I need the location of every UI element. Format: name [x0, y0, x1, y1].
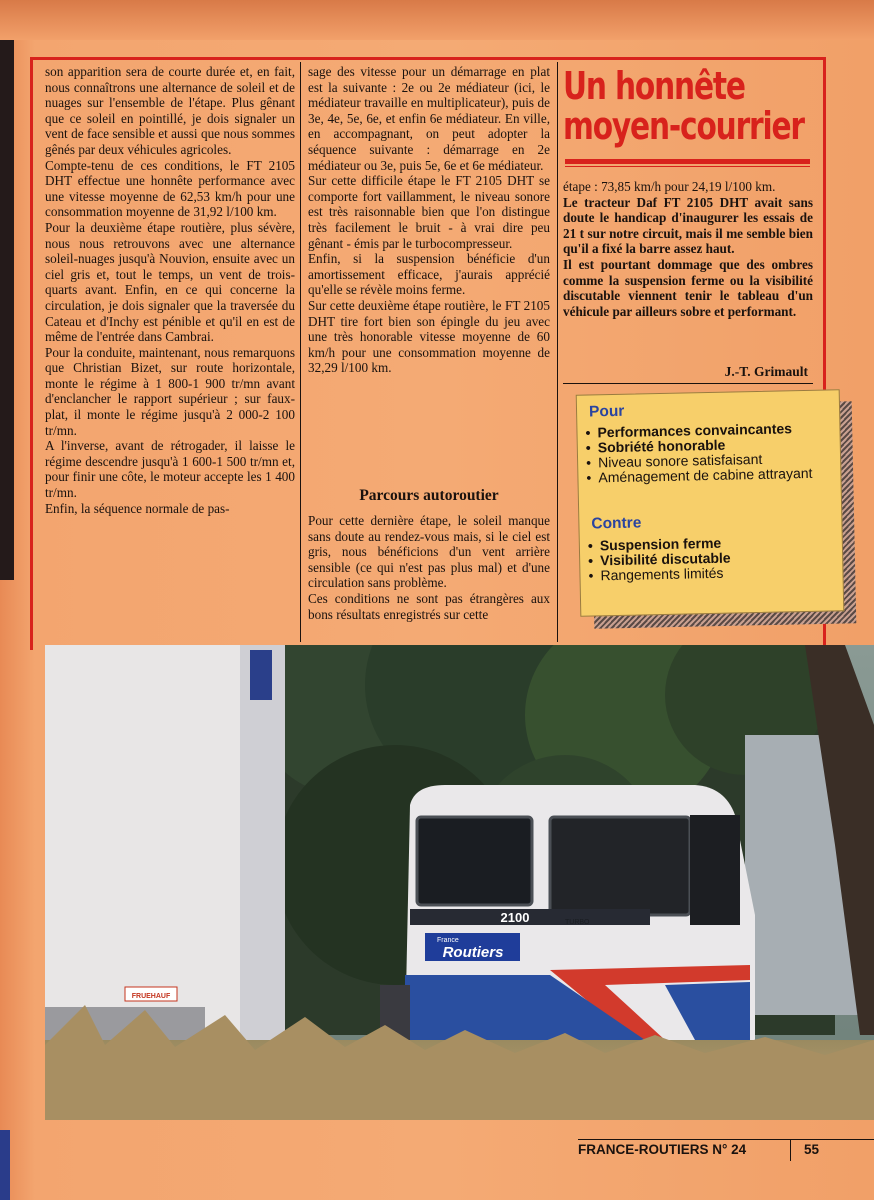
paragraph: Pour la deuxième étape routière, plus sévère, nous nous retrouvons avec une alternance soleil-nuages jusqu'à Nouvion, ensuite avec un ciel gris et, tout le temps, un vent de trois-quarts avant. Enfin, en ce qui concerne la circulation, je dois signaler que la traversée du Cateau et d'Inchy est pénible et qu'il en est de même de l'entrée dans Cambrai.: [45, 219, 295, 345]
article-column-2: [308, 64, 550, 376]
pour-list: [585, 420, 836, 485]
headline-rule: [565, 159, 810, 164]
paragraph: Ces conditions ne sont pas étrangères aux bons résultats enregistrés sur cette: [308, 590, 550, 622]
author-signature: J.-T. Grimault: [724, 364, 808, 379]
page-number: 55: [804, 1142, 820, 1157]
contre-item: • Suspension ferme: [588, 533, 838, 553]
article-column-1: [45, 64, 295, 516]
logo-top-label: France: [437, 937, 459, 944]
truck-photo: [45, 645, 874, 1120]
binding-edge: [0, 40, 14, 580]
article-column-3: [563, 179, 813, 319]
pour-item: • Niveau sonore satisfaisant: [586, 450, 836, 470]
footer-rule: [578, 1139, 874, 1140]
pour-title: Pour: [588, 402, 625, 421]
paragraph: son apparition sera de courte durée et, en fait, nous connaîtrons une alternance de soleil et de nuages sur l'ensemble de l'étape. Plus gênant que ce soleil en pointillé, je dois signaler un vent de face sensible et aussi que nous sommes gênés par deux véhicules agricoles.: [45, 64, 295, 157]
pour-item: • Performances convaincantes: [585, 420, 835, 440]
column-divider: [300, 62, 301, 642]
pour-item: • Sobriété honorable: [586, 435, 836, 455]
paragraph: A l'inverse, avant de rétrogader, il laisse le régime descendre jusqu'à 1 600-1 500 tr/mn et, pour finir une côte, le moteur accepte les 1 400 tr/mn.: [45, 438, 295, 501]
cab-model-label: 2100: [500, 910, 530, 925]
signature-rule: [563, 383, 813, 384]
footer-divider: [790, 1139, 791, 1161]
cab-badge-label: TURBO: [565, 919, 590, 926]
headline-line-2: moyen-courrier: [563, 104, 804, 148]
paragraph: étape : 73,85 km/h pour 24,19 l/100 km.: [563, 179, 776, 194]
paragraph: Enfin, si la suspension bénéficie d'un amortissement efficace, j'aurais apprécié qu'elle se révèle moins ferme.: [308, 251, 550, 298]
contre-title: Contre: [591, 514, 642, 533]
logo-main-label: Routiers: [442, 944, 504, 961]
contre-item: • Rangements limités: [588, 563, 838, 583]
page-top-strip: [0, 0, 874, 40]
article-column-2-continued: [308, 513, 550, 622]
trailer-brand-label: FRUEHAUF: [131, 993, 171, 1000]
conclusion-paragraph: Il est pourtant dommage que des ombres comme la suspension ferme ou la visibilité discutable viennent tenir le tableau d'un véhicule par ailleurs sobre et performant.: [563, 256, 813, 319]
section-subheading: Parcours autoroutier: [359, 487, 499, 504]
paragraph: Enfin, la séquence normale de pas-: [45, 500, 230, 516]
paragraph: sage des vitesse pour un démarrage en plat est la suivante : 2e ou 2e médiateur (ici, le médiateur travaille en multiplicateur), puis de 3e, 4e, 5e, 6e, et enfin 6e médiateur. En ville, en accompagnant, on peut adopter la séquence suivante : démarrage en 2e médiateur ou 3e, puis 5e, 6e et 6e médiateur.: [308, 64, 550, 173]
paragraph: Pour cette dernière étape, le soleil manque sans doute au rendez-vous mais, si le ciel est gris, nous bénéficions d'un vent arrière sensible (ce qui n'est pas plus mal) et d'une circulation sans problème.: [308, 513, 550, 591]
paragraph: Pour la conduite, maintenant, nous remarquons que Christian Bizet, sur route horizontale, monte le régime à 1 800-1 900 tr/mn avant d'enclancher le rapport supérieur ; sur faux-plat, il monte le régime jusqu'à 2 000-2 100 tr/mn.: [45, 344, 295, 438]
contre-item: • Visibilité discutable: [588, 548, 838, 568]
contre-list: [588, 533, 839, 583]
pour-item: • Aménagement de cabine attrayant: [586, 465, 836, 485]
paragraph: Compte-tenu de ces conditions, le FT 2105 DHT effectue une honnête performance avec une vitesse moyenne de 62,53 km/h pour une consommation moyenne de 31,92 l/100 km.: [45, 157, 295, 220]
paragraph: Sur cette difficile étape le FT 2105 DHT se comporte fort vaillamment, le niveau sonore est très raisonnable bien que l'on distingue très facilement le bruit - à vrai dire peu gênant - émis par le turbocompresseur.: [308, 173, 550, 251]
article-headline: [563, 64, 804, 148]
magazine-footer: FRANCE-ROUTIERS N° 24: [578, 1142, 747, 1157]
paragraph: Sur cette deuxième étape routière, le FT 2105 DHT tire fort bien son épingle du jeu avec une très honorable vitesse moyenne de 60 km/h pour une consommation moyenne de 32,29 l/100 km.: [308, 297, 550, 376]
headline-rule-thin: [565, 166, 810, 167]
pros-cons-box: [576, 389, 845, 616]
binding-edge-bottom: [0, 1130, 10, 1200]
conclusion-paragraph: Le tracteur Daf FT 2105 DHT avait sans doute le handicap d'inaugurer les essais de 21 t sur notre circuit, mais il me semble bien qu'il a fixé la barre assez haut.: [563, 194, 813, 257]
headline-line-1: Un honnête: [563, 64, 745, 108]
column-divider: [557, 62, 558, 642]
